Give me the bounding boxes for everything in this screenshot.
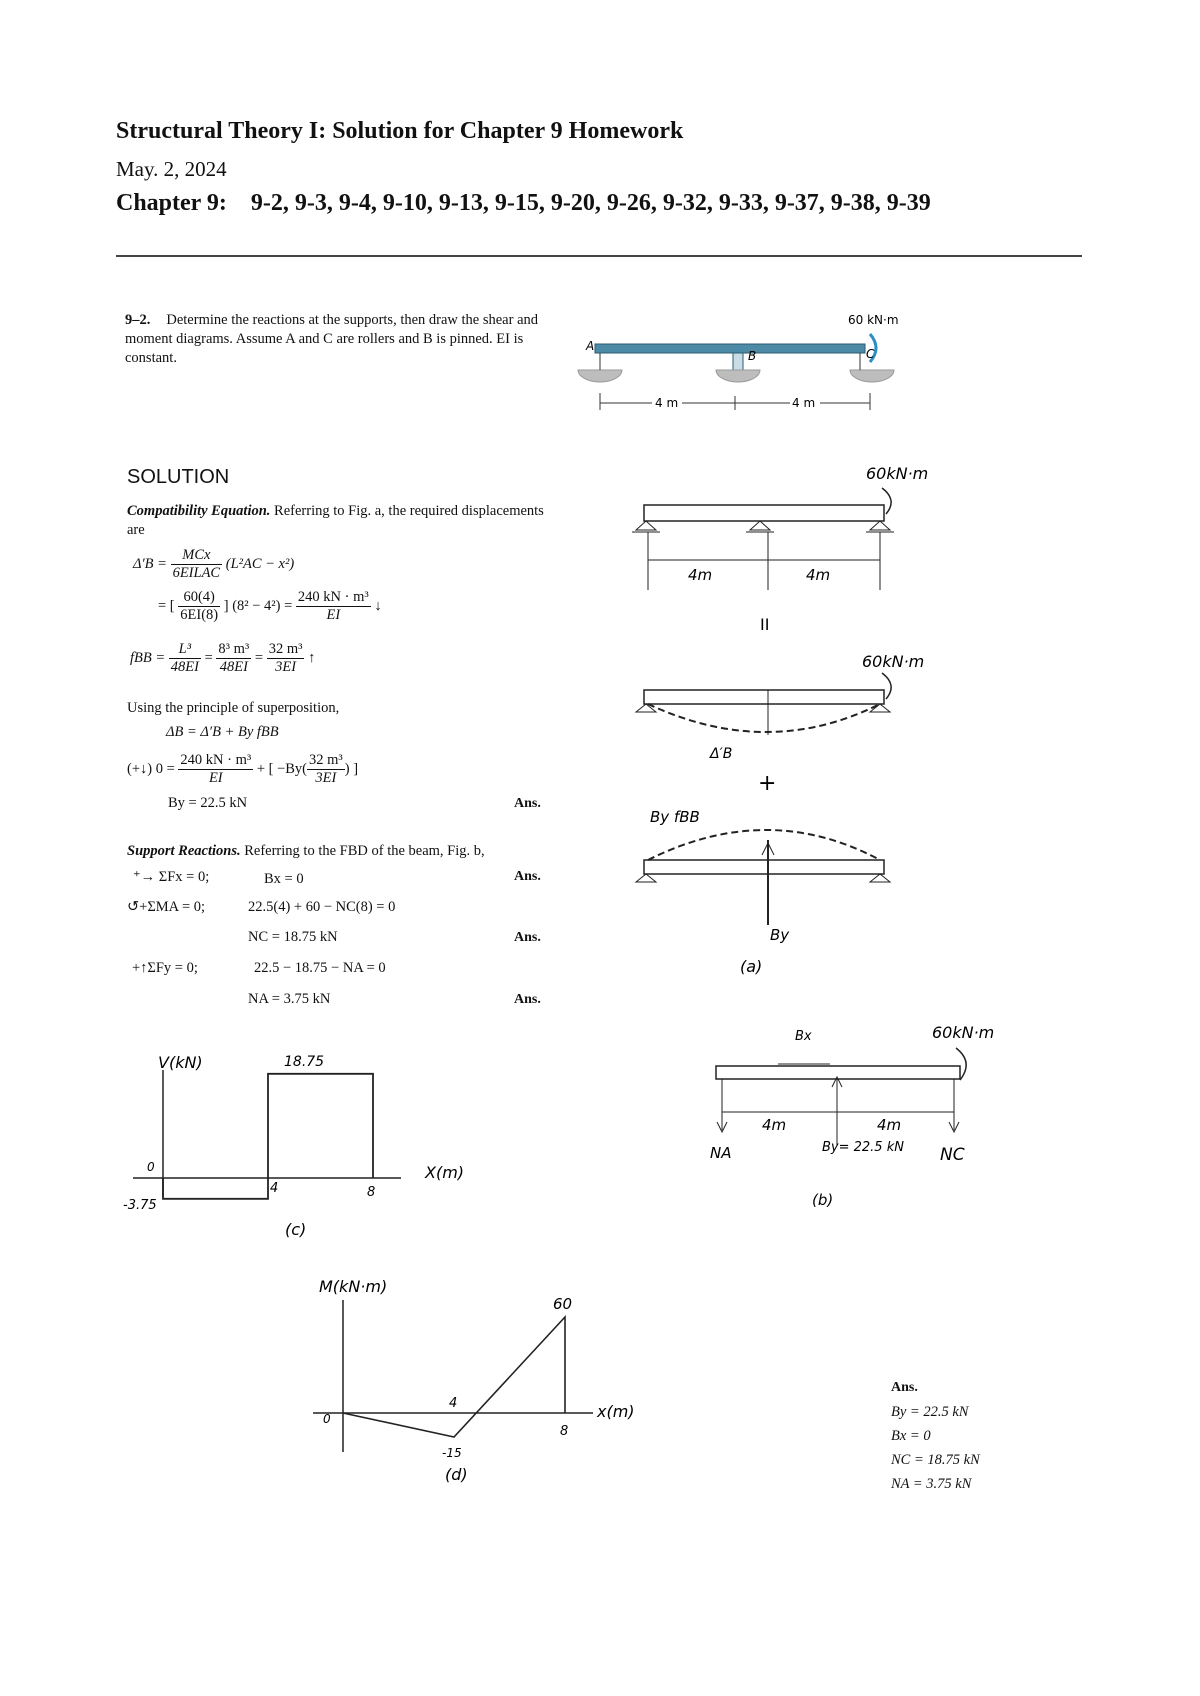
eq-fbb: fBB = $\frac{\text{L³}}{48EI}$ = $\frac{\text{8³ m³}}{48EI}$ = $\frac{\text{32 m³}}{3EI}$ ↑ xyxy=(130,641,316,675)
page-title: Structural Theory I: Solution for Chapter 9 Homework xyxy=(116,118,684,144)
eq2-right: 22.5(4) + 60 − NC(8) = 0 xyxy=(248,899,396,915)
moment-zero-label: 0 xyxy=(323,1412,331,1426)
moment-caption: (d) xyxy=(445,1465,468,1484)
problem-statement xyxy=(125,311,550,368)
compat-text: Referring to Fig. a, the required displacements are xyxy=(127,503,544,538)
figure-a xyxy=(620,460,929,980)
fig-b-caption: (b) xyxy=(812,1191,834,1209)
shear-zero-label: 0 xyxy=(147,1160,155,1174)
final-answers xyxy=(891,1376,980,1496)
fig-b-bx-label: Bx xyxy=(795,1029,812,1044)
chapter-list: 9-2, 9-3, 9-4, 9-10, 9-13, 9-15, 9-20, 9-26, 9-32, 9-33, 9-37, 9-38, 9-39 xyxy=(250,190,931,216)
fig-b-span-1: 4m xyxy=(762,1116,787,1134)
figure-b xyxy=(700,1020,1000,1210)
ans-label-1: Ans. xyxy=(514,796,541,811)
eq1-left: ⁺→ ΣFx = 0; xyxy=(133,869,210,885)
eq-delta-b: Δ′B = $\frac{\text{MCx}}{\text{6EILAC}}$ (L²AC − x²) xyxy=(133,547,295,581)
ans-label-3: Ans. xyxy=(514,930,541,945)
eq2-result: NC = 18.75 kN xyxy=(248,929,338,945)
shear-tick-8: 8 xyxy=(367,1185,376,1200)
shear-peak-label: 18.75 xyxy=(284,1053,325,1070)
eq3-left: +↑ΣFy = 0; xyxy=(132,960,198,976)
eq1-right: Bx = 0 xyxy=(264,871,304,887)
eq2-left: ↺+ΣMA = 0; xyxy=(127,899,206,915)
fig-b-nc-label: NC xyxy=(940,1145,965,1165)
support-symbols xyxy=(578,370,894,382)
ans-label-4: Ans. xyxy=(514,992,541,1007)
moment-xlabel: x(m) xyxy=(597,1402,635,1421)
shear-diagram xyxy=(125,1045,485,1240)
shear-min-label: -3.75 xyxy=(123,1197,157,1213)
moment-curve xyxy=(343,1317,565,1437)
shear-tick-4: 4 xyxy=(270,1181,279,1196)
support-intro: Support Reactions. Referring to the FBD of the beam, Fig. b, xyxy=(127,843,485,859)
moment-ylabel: M(kN·m) xyxy=(319,1277,388,1296)
fig-a-by-fbb-label: By fBB xyxy=(650,808,700,826)
label-a: A xyxy=(586,339,595,353)
fig-a-caption: (a) xyxy=(740,957,763,976)
superposition-text: Using the principle of superposition, xyxy=(127,700,340,716)
fig-b-moment-label: 60kN·m xyxy=(932,1023,995,1042)
moment-min-label: -15 xyxy=(442,1446,462,1460)
eq-compat-solve: (+↓) 0 = $\frac{\text{240 kN · m³}}{EI}$ + [ −By( $\frac{\text{32 m³}}{3EI}$ ) ] xyxy=(127,752,359,786)
fig-b-span-2: 4m xyxy=(877,1116,902,1134)
compat-intro xyxy=(127,502,547,540)
superposition-eq: ΔB = Δ′B + By fBB xyxy=(166,724,279,740)
fig-b-by-label: By= 22.5 kN xyxy=(822,1140,904,1155)
chapter-label: Chapter 9: xyxy=(116,190,227,216)
moment-diagram xyxy=(305,1270,665,1485)
problem-text: Determine the reactions at the supports, then draw the shear and moment diagrams. Assume A and C are rollers and B is pinned. EI is constant. xyxy=(125,312,539,366)
fig-a-equals: II xyxy=(760,615,770,634)
moment-tick-8: 8 xyxy=(560,1424,569,1439)
chapter-line xyxy=(116,190,931,217)
header-divider xyxy=(116,255,1082,257)
final-answer-bx: Bx = 0 xyxy=(891,1428,931,1444)
by-result: By = 22.5 kN xyxy=(168,795,248,811)
final-answer-nc: NC = 18.75 kN xyxy=(891,1452,980,1468)
fig-a-by-label: By xyxy=(770,926,790,944)
solution-heading: SOLUTION xyxy=(127,466,230,488)
label-b: B xyxy=(748,349,757,363)
fig-a-plus: + xyxy=(758,771,777,796)
final-answer-na: NA = 3.75 kN xyxy=(891,1476,972,1492)
problem-beam-figure xyxy=(570,308,910,418)
moment-peak-label: 60 xyxy=(553,1295,573,1313)
moment-label: 60 kN·m xyxy=(848,313,899,327)
fig-a-span-1: 4m xyxy=(688,566,713,584)
shear-xlabel: X(m) xyxy=(425,1163,465,1182)
problem-number: 9–2. xyxy=(125,312,151,328)
fig-a-span-2: 4m xyxy=(806,566,831,584)
compat-title: Compatibility Equation. xyxy=(127,503,271,519)
eq-delta-b-value: = [ $\frac{60(4)}{6EI(8)}$ ] (8² − 4²) = $\frac{\text{240 kN · m³}}{EI}$ ↓ xyxy=(158,589,382,623)
span-2: 4 m xyxy=(792,396,816,410)
fig-a-moment-label-1: 60kN·m xyxy=(866,464,929,483)
fig-b-na-label: NA xyxy=(710,1144,732,1162)
shear-ylabel: V(kN) xyxy=(158,1053,203,1072)
eq3-right: 22.5 − 18.75 − NA = 0 xyxy=(254,960,386,976)
fig-a-moment-label-2: 60kN·m xyxy=(862,652,925,671)
fig-a-delta-label: Δ′B xyxy=(710,746,733,762)
shear-caption: (c) xyxy=(285,1220,307,1239)
pin-support-b xyxy=(733,353,743,370)
span-1: 4 m xyxy=(655,396,679,410)
label-c: C xyxy=(866,347,875,361)
ans-label-2: Ans. xyxy=(514,869,541,884)
page-date: May. 2, 2024 xyxy=(116,157,227,181)
final-answers-title: Ans. xyxy=(891,1380,918,1395)
final-answer-by: By = 22.5 kN xyxy=(891,1404,969,1420)
beam xyxy=(595,344,865,353)
shear-curve xyxy=(163,1074,376,1200)
eq3-result: NA = 3.75 kN xyxy=(248,991,331,1007)
moment-tick-4: 4 xyxy=(449,1396,458,1411)
